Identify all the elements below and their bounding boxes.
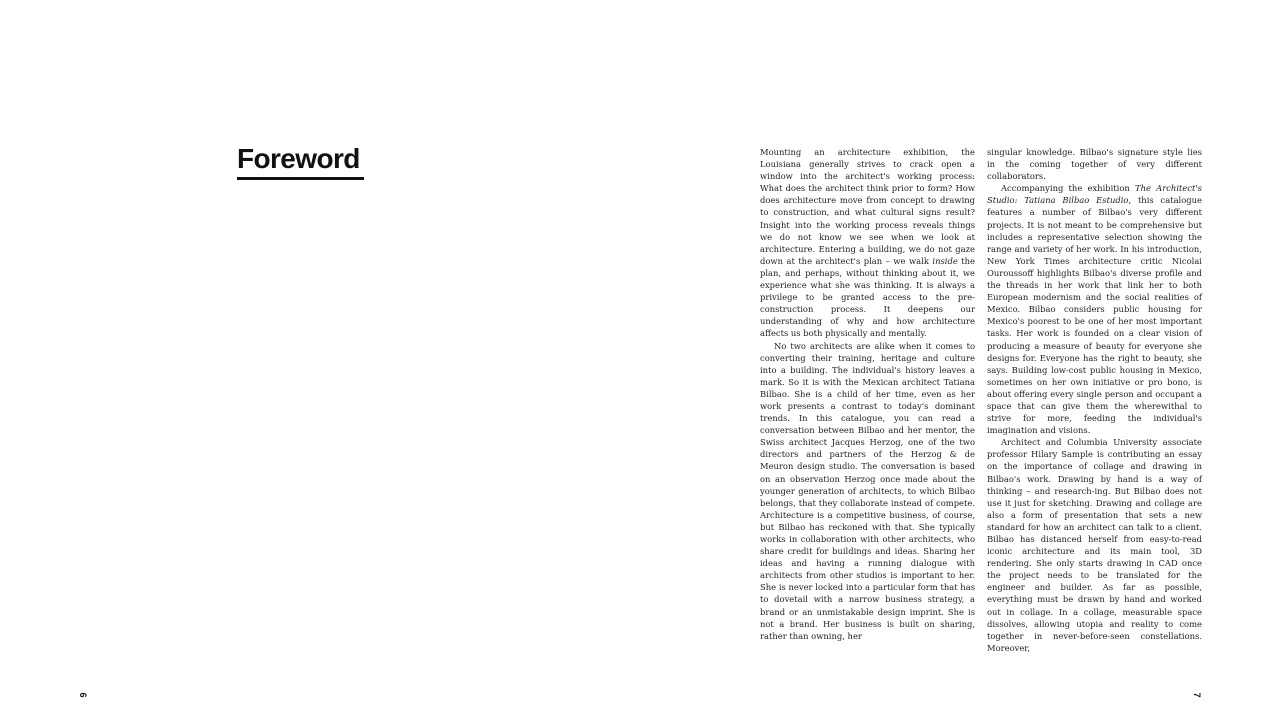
paragraph — [987, 182, 1202, 436]
paragraph — [760, 146, 975, 340]
emphasis-text: The Architect's Studio: Tatiana Bilbao Estudio — [987, 183, 1202, 206]
text-column-2 — [987, 146, 1202, 654]
text-column-1 — [760, 146, 975, 642]
title-underline — [237, 177, 364, 180]
paragraph-text: the plan, and perhaps, without thinking about it, we experience what she was thinking. It is always a privilege to be granted access to the pre-construction process. It deepens our understanding of why and how architecture affects us both physically and mentally. — [760, 255, 975, 339]
paragraph-text: Mounting an architecture exhibition, the Louisiana generally strives to crack open a window into the architect's working process: What does the architect think prior to form? How does architecture move from concept to drawing to construction, and what cultural signs result? Insight into the working process reveals things we do not know we see when we look at architecture. Entering a building, we do not gaze down at the architect's plan – we walk — [760, 147, 975, 266]
paragraph-text: Accompanying the exhibition — [1001, 183, 1136, 194]
paragraph: Architect and Columbia University associate professor Hilary Sample is contributing an essay on the importance of collage and drawing in Bilbao's work. Drawing by hand is a way of thinking – and research-ing. But Bilbao does not use it just for sketching. Drawing and collage are also a form of presentation that sets a new standard for how an architect can talk to a client. Bilbao has distanced herself from easy-to-read iconic architecture and its main tool, 3D rendering. She only starts drawing in CAD once the project needs to be translated for the engineer and builder. As far as possible, everything must be drawn by hand and worked out in collage. In a collage, measurable space dissolves, allowing utopia and reality to come together in never-before-seen constellations. Moreover, — [987, 437, 1202, 653]
paragraph: No two architects are alike when it comes to converting their training, heritage and culture into a building. The individual's history leaves a mark. So it is with the Mexican architect Tatiana Bilbao. She is a child of her time, even as her work presents a contrast to today's dominant trends. In this catalogue, you can read a conversation between Bilbao and her mentor, the Swiss architect Jacques Herzog, one of the two directors and partners of the Herzog & de Meuron design studio. The conversation is based on an observation Herzog once made about the younger generation of architects, to which Bilbao belongs, that they collaborate instead of compete. Architecture is a competitive business, of course, but Bilbao has reckoned with that. She typically works in collaboration with other architects, who share credit for buildings and ideas. Sharing her ideas and having a running dialogue with architects from other studios is important to her. She is never locked into a particular form that has to dovetail with a narrow business strategy, a brand or an unmistakable design imprint. She is not a brand. Her business is built on sharing, rather than owning, her — [760, 340, 975, 641]
page-title: Foreword — [237, 143, 360, 174]
paragraph-text: , this catalogue features a number of Bilbao's very different projects. It is not meant to be comprehensive but includes a representative selection showing the range and variety of her work. In his introduction, New York Times architecture critic Nicolai Ouroussoff highlights Bilbao's diverse profile and the threads in her work that link her to both European modernism and the social realities of Mexico. Bilbao considers public housing for Mexico's poorest to be one of her most important tasks. Her work is founded on a clear vision of producing a measure of beauty for everyone she designs for. Everyone has the right to beauty, she says. Building low-cost public housing in Mexico, sometimes on her own initiative or pro bono, is about offering every single person and occupant a space that can give them the wherewithal to strive for more, feeding the individual's imagination and visions. — [987, 195, 1202, 436]
paragraph: singular knowledge. Bilbao's signature style lies in the coming together of very different collaborators. — [987, 147, 1202, 182]
page-number-right: 7 — [1192, 692, 1202, 698]
page-number-left: 6 — [78, 692, 88, 698]
emphasis-text: inside — [932, 255, 958, 266]
